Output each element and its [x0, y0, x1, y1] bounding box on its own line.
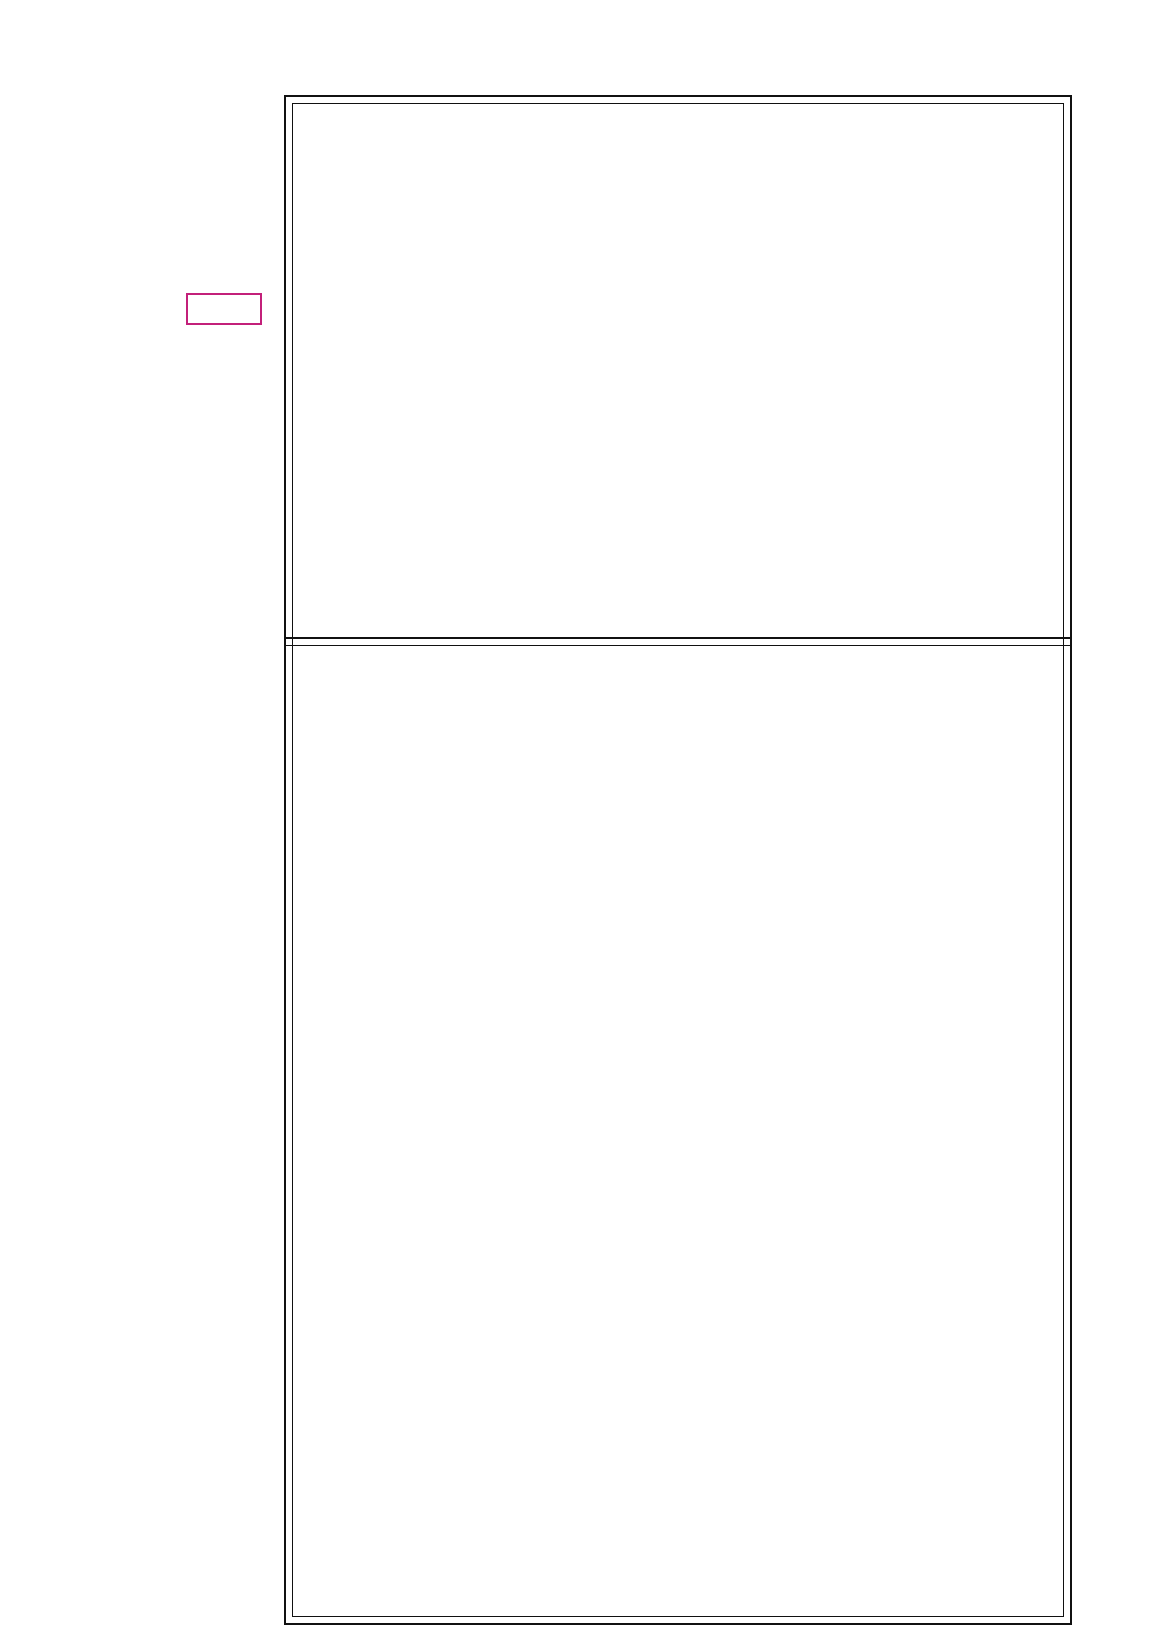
commentary-text — [306, 657, 1050, 1607]
hadith-text — [306, 125, 1050, 635]
page-frame — [284, 95, 1072, 1625]
section-divider — [286, 637, 1070, 646]
page-header — [288, 50, 1068, 90]
hadith-number-badge — [186, 293, 262, 325]
